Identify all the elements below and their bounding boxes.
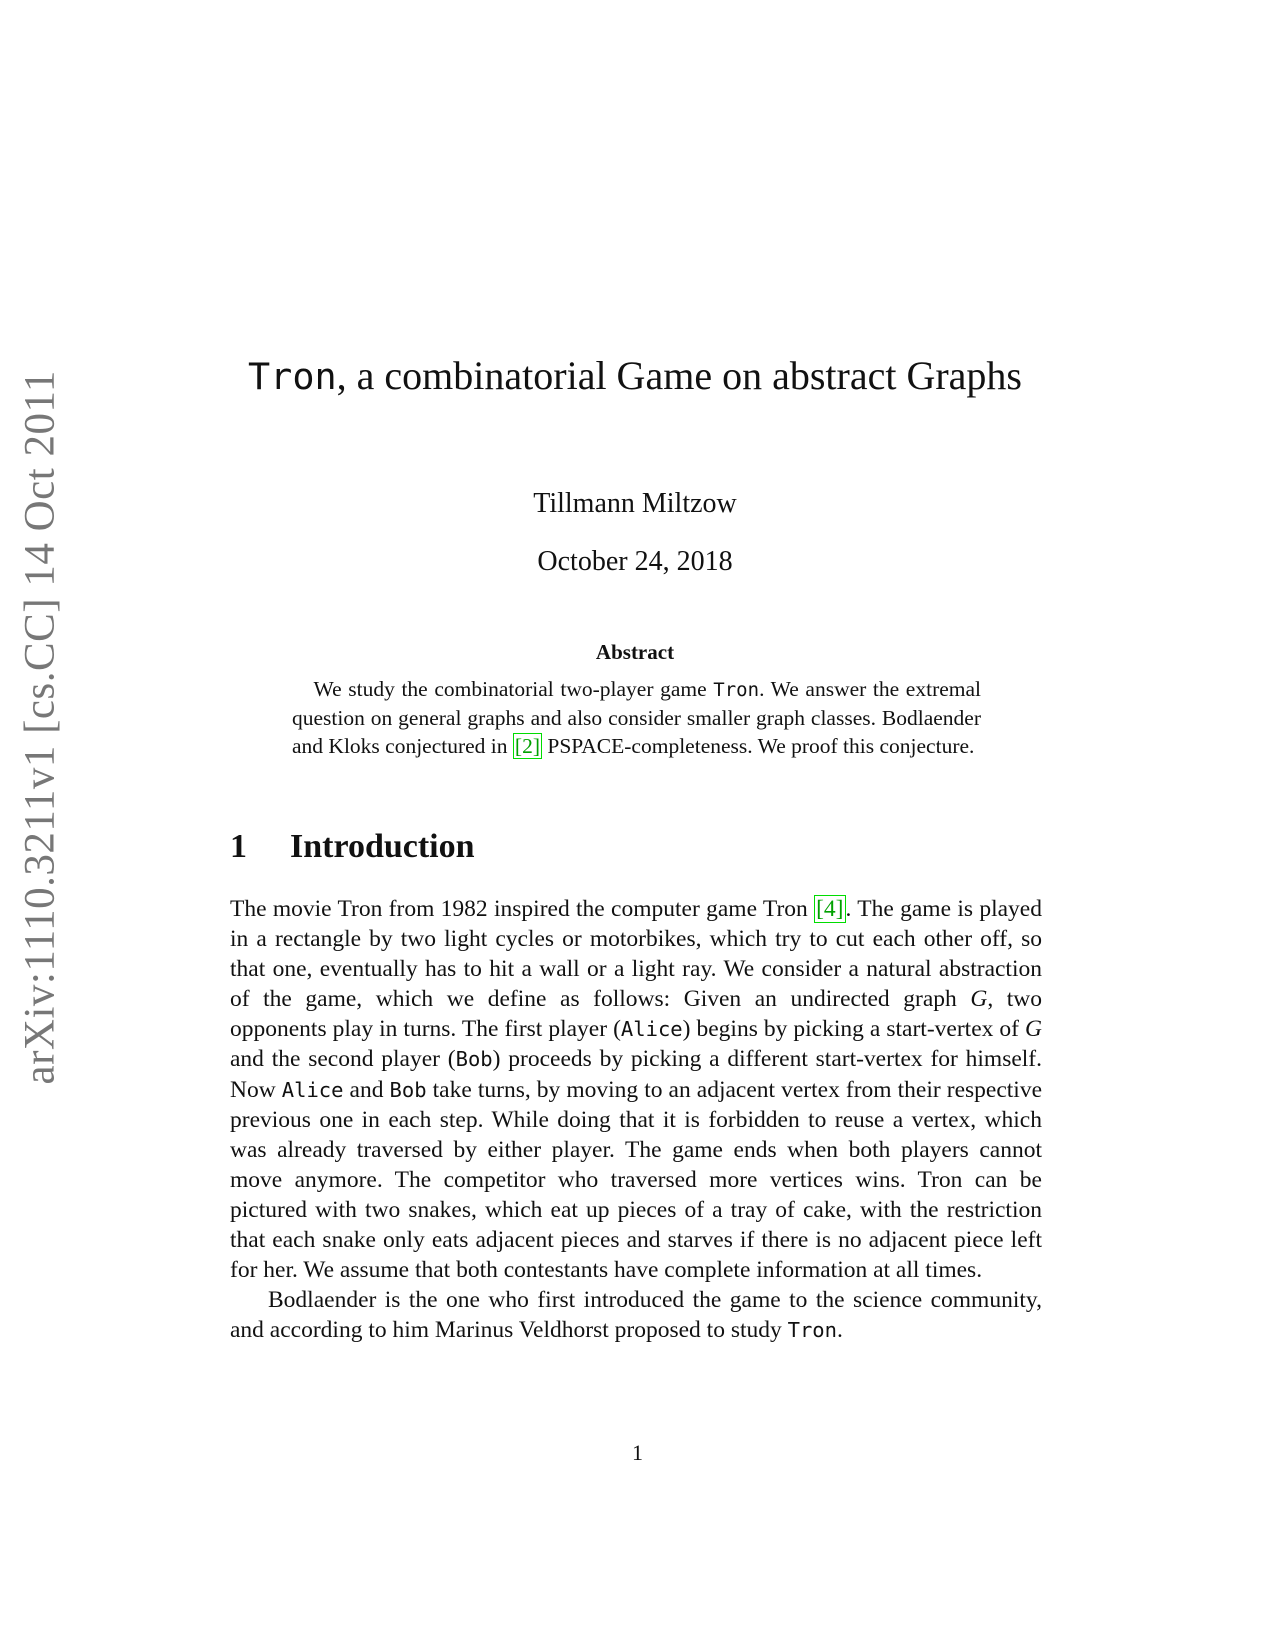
abstract-text-1: We study the combinatorial two-player game bbox=[313, 677, 714, 701]
intro-text: and the second player ( bbox=[230, 1046, 456, 1073]
intro-paragraph-2 bbox=[230, 1285, 1042, 1345]
intro-text: . The game is played in a rectangle by two light cycles or motorbikes, which try to cut each other off, so that one, eventually has to hit a wall or a light ray. We consider a natural abstraction of the game, which we define as follows: Given an undirected graph bbox=[230, 896, 1042, 1013]
intro-text: take turns, by moving to an adjacent vertex from their respective previous one in each step. While doing that it is forbidden to reuse a vertex, which was already traversed by either player. The game ends when both players cannot move anymore. The competitor who traversed more vertices wins. Tron can be pictured with two snakes, which eat up pieces of a tray of cake, with the restriction that each snake only eats adjacent pieces and starves if there is no adjacent piece left for her. We assume that both contestants have complete information at all times. bbox=[230, 1076, 1043, 1284]
section-heading-introduction bbox=[230, 828, 1060, 866]
title-rest: , a combinatorial Game on abstract Graphs bbox=[336, 353, 1022, 398]
citation-link-4[interactable]: [4] bbox=[816, 896, 844, 922]
abstract-text-3: PSPACE-completeness. We proof this conjecture. bbox=[542, 734, 975, 758]
abstract-body bbox=[292, 675, 981, 760]
paper-title bbox=[220, 350, 1050, 403]
abstract-tron-code: Tron bbox=[713, 679, 760, 701]
introduction-body bbox=[230, 894, 1042, 1345]
page-number: 1 bbox=[632, 1440, 643, 1465]
intro-text: ) begins by picking a start-vertex of bbox=[682, 1016, 1026, 1043]
intro-text: and bbox=[343, 1076, 390, 1103]
intro-text: , two opponents play in turns. The first player ( bbox=[230, 986, 1043, 1043]
intro-paragraph-1 bbox=[230, 894, 1042, 1285]
code-alice: Alice bbox=[281, 1077, 344, 1102]
title-tron-code: Tron bbox=[248, 355, 337, 398]
author-name: Tillmann Miltzow bbox=[533, 488, 737, 519]
intro-text: The movie Tron from 1982 inspired the computer game Tron bbox=[230, 896, 815, 922]
abstract-heading: Abstract bbox=[595, 640, 675, 664]
math-G: G bbox=[1025, 1016, 1042, 1043]
intro-text: ) proceeds by picking a different start-vertex for himself. Now bbox=[230, 1046, 1043, 1103]
section-number: 1 bbox=[230, 828, 247, 865]
math-G: G bbox=[970, 986, 988, 1013]
citation-link-2[interactable]: [2] bbox=[514, 734, 540, 758]
code-alice: Alice bbox=[620, 1017, 683, 1042]
code-bob: Bob bbox=[455, 1047, 493, 1072]
section-title: Introduction bbox=[290, 828, 475, 865]
paper-date: October 24, 2018 bbox=[537, 546, 733, 577]
arxiv-sidebar-stamp: arXiv:1110.3211v1 [cs.CC] 14 Oct 2011 bbox=[16, 370, 64, 1085]
intro-text: Bodlaender is the one who first introduced the game to the science community, and according to him Marinus Veldhorst proposed to study bbox=[230, 1287, 1042, 1344]
abstract-text-2: . We answer the extremal question on general graphs and also consider smaller graph classes. Bodlaender and Kloks conjectured in bbox=[292, 677, 982, 758]
code-tron: Tron bbox=[787, 1318, 837, 1343]
code-bob: Bob bbox=[389, 1077, 427, 1102]
intro-text: . bbox=[837, 1317, 843, 1344]
